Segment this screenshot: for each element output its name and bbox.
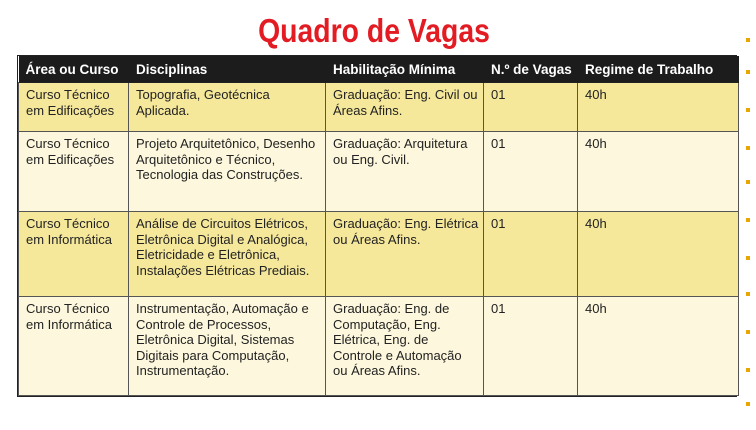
vacancies-table <box>17 55 737 397</box>
table-row <box>19 297 739 396</box>
cell-vagas: 01 <box>484 83 578 132</box>
header-regime: Regime de Trabalho <box>578 56 739 83</box>
cell-habilitacao: Graduação: Eng. Civil ou Áreas Afins. <box>326 83 484 132</box>
cell-area: Curso Técnico em Informática <box>19 297 129 396</box>
header-area: Área ou Curso <box>19 56 129 83</box>
table-header-row <box>19 56 739 83</box>
edge-decoration <box>744 30 750 420</box>
header-vagas: N.º de Vagas <box>484 56 578 83</box>
cell-habilitacao: Graduação: Eng. Elétrica ou Áreas Afins. <box>326 212 484 297</box>
cell-area: Curso Técnico em Edificações <box>19 83 129 132</box>
cell-regime: 40h <box>578 212 739 297</box>
cell-habilitacao: Graduação: Arquitetura ou Eng. Civil. <box>326 132 484 212</box>
table-row <box>19 132 739 212</box>
page-title: Quadro de Vagas <box>258 12 490 49</box>
cell-area: Curso Técnico em Edificações <box>19 132 129 212</box>
cell-vagas: 01 <box>484 212 578 297</box>
cell-area: Curso Técnico em Informática <box>19 212 129 297</box>
cell-disciplinas: Topografia, Geotécnica Aplicada. <box>129 83 326 132</box>
cell-regime: 40h <box>578 297 739 396</box>
cell-disciplinas: Instrumentação, Automação e Controle de Processos, Eletrônica Digital, Sistemas Digitais para Computação, Instrumentação. <box>129 297 326 396</box>
cell-disciplinas: Projeto Arquitetônico, Desenho Arquitetônico e Técnico, Tecnologia das Construções. <box>129 132 326 212</box>
table-row <box>19 212 739 297</box>
cell-vagas: 01 <box>484 297 578 396</box>
cell-habilitacao: Graduação: Eng. de Computação, Eng. Elétrica, Eng. de Controle e Automação ou Áreas Afins. <box>326 297 484 396</box>
header-disciplinas: Disciplinas <box>129 56 326 83</box>
cell-regime: 40h <box>578 132 739 212</box>
cell-vagas: 01 <box>484 132 578 212</box>
table-row <box>19 83 739 132</box>
cell-disciplinas: Análise de Circuitos Elétricos, Eletrônica Digital e Analógica, Eletricidade e Eletrônica, Instalações Elétricas Prediais. <box>129 212 326 297</box>
header-habilitacao: Habilitação Mínima <box>326 56 484 83</box>
cell-regime: 40h <box>578 83 739 132</box>
